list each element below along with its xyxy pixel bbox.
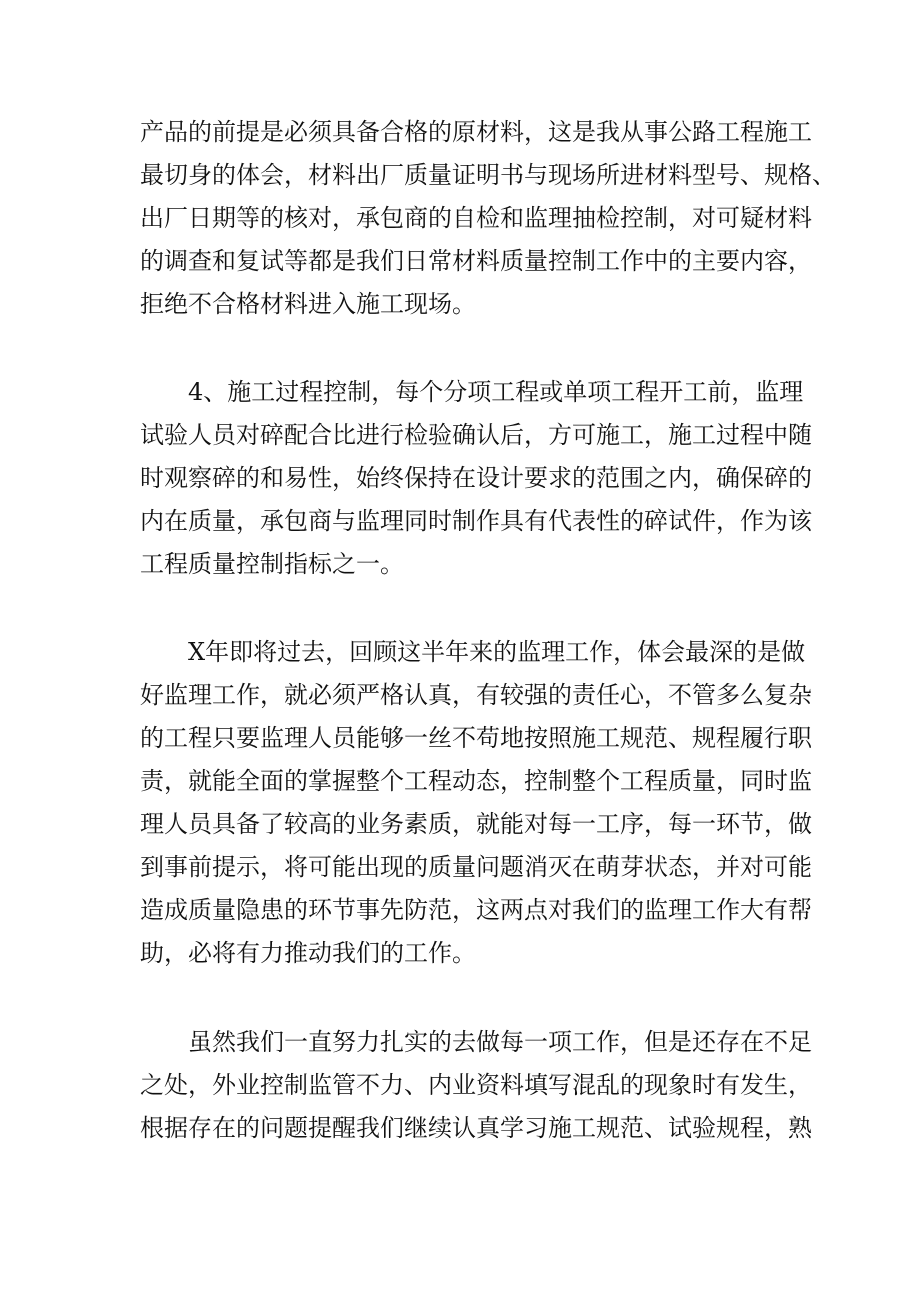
text-line: 的调查和复试等都是我们日常材料质量控制工作中的主要内容，	[140, 247, 812, 275]
text-line: 到事前提示，将可能出现的质量问题消灭在萌芽状态，并对可能	[140, 853, 812, 881]
text-line: 工程质量控制指标之一。	[140, 550, 404, 578]
text-line: 拒绝不合格材料进入施工现场。	[140, 290, 476, 318]
text-line: 理人员具备了较高的业务素质，就能对每一工序，每一环节，做	[140, 810, 812, 838]
text-line: X年即将过去，回顾这半年来的监理工作，体会最深的是做	[188, 638, 806, 666]
text-line: 助，必将有力推动我们的工作。	[140, 939, 476, 967]
text-line: 责，就能全面的掌握整个工程动态，控制整个工程质量，同时监	[140, 767, 812, 795]
paragraph-shortcomings	[140, 1021, 812, 1150]
text-line: 时观察碎的和易性，始终保持在设计要求的范围之内，确保碎的	[140, 464, 812, 492]
text-line: 虽然我们一直努力扎实的去做每一项工作，但是还存在不足	[188, 1028, 812, 1056]
text-line: 内在质量，承包商与监理同时制作具有代表性的碎试件，作为该	[140, 507, 812, 535]
text-line: 造成质量隐患的环节事先防范，这两点对我们的监理工作大有帮	[140, 896, 812, 924]
text-line: 根据存在的问题提醒我们继续认真学习施工规范、试验规程，熟	[140, 1114, 812, 1142]
paragraph-year-review	[140, 631, 812, 975]
text-line: 的工程只要监理人员能够一丝不苟地按照施工规范、规程履行职	[140, 724, 812, 752]
text-line: 出厂日期等的核对，承包商的自检和监理抽检控制，对可疑材料	[140, 204, 812, 232]
paragraph-raw-materials	[140, 111, 836, 326]
text-line: 最切身的体会，材料出厂质量证明书与现场所进材料型号、规格、	[140, 161, 836, 189]
text-line: 试验人员对碎配合比进行检验确认后，方可施工，施工过程中随	[140, 421, 812, 449]
text-line: 好监理工作，就必须严格认真，有较强的责任心，不管多么复杂	[140, 681, 812, 709]
paragraph-process-control	[140, 371, 812, 586]
text-line: 之处，外业控制监管不力、内业资料填写混乱的现象时有发生，	[140, 1071, 812, 1099]
text-line: 4、施工过程控制，每个分项工程或单项工程开工前，监理	[188, 378, 804, 406]
text-line: 产品的前提是必须具备合格的原材料，这是我从事公路工程施工	[140, 118, 812, 146]
